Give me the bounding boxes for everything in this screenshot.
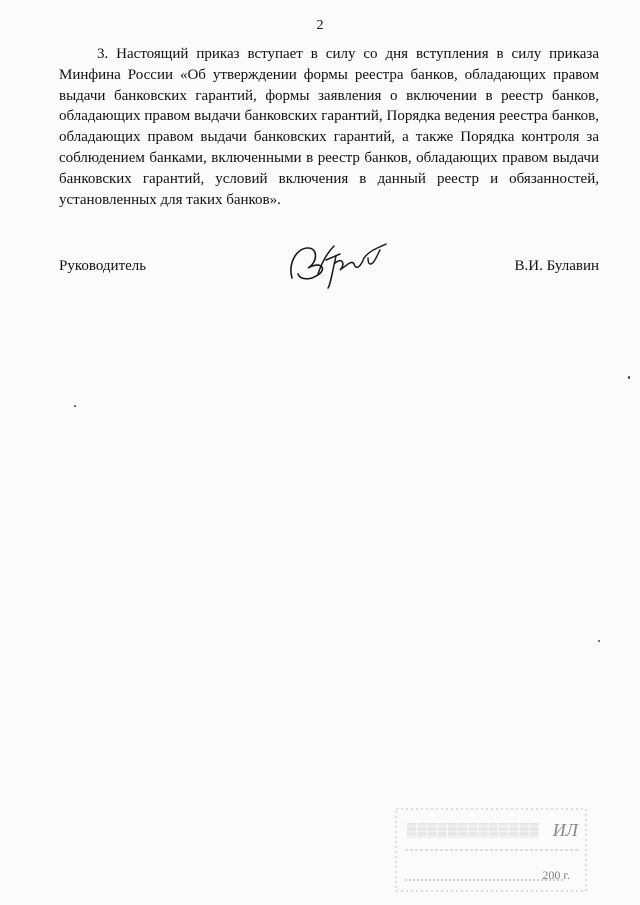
stamp-registered-text: ▒▒▒▒▒▒▒▒▒▒▒▒▒ — [407, 822, 540, 837]
scan-speck — [598, 640, 600, 642]
order-paragraph-3: 3. Настоящий приказ вступает в силу со дня вступления в силу приказа Минфина России «Об утверждении формы реестра банков, обладающих правом выдачи банковских гарантий, формы заявления о включении в реестр банков, обладающих правом выдачи банковских гарантий, Порядка ведения реестра банков, обладающих правом выдачи банковских гарантий, а также Порядка контроля за соблюдением банками, включенными в реестр банков, обладающих правом выдачи банковских гарантий, условий включения в данный реестр и обязанностей, установленных для таких банков». — [59, 46, 599, 208]
stamp-year: 200 г. — [542, 868, 570, 882]
page-number: 2 — [316, 18, 324, 33]
signer-name: В.И. Булавин — [514, 258, 599, 274]
scan-speck — [74, 405, 76, 407]
registration-stamp — [395, 808, 590, 894]
scan-speck — [628, 376, 630, 379]
handwritten-signature — [282, 234, 392, 290]
stamp-code: ИЛ — [552, 820, 578, 840]
position-label: Руководитель — [59, 258, 147, 274]
